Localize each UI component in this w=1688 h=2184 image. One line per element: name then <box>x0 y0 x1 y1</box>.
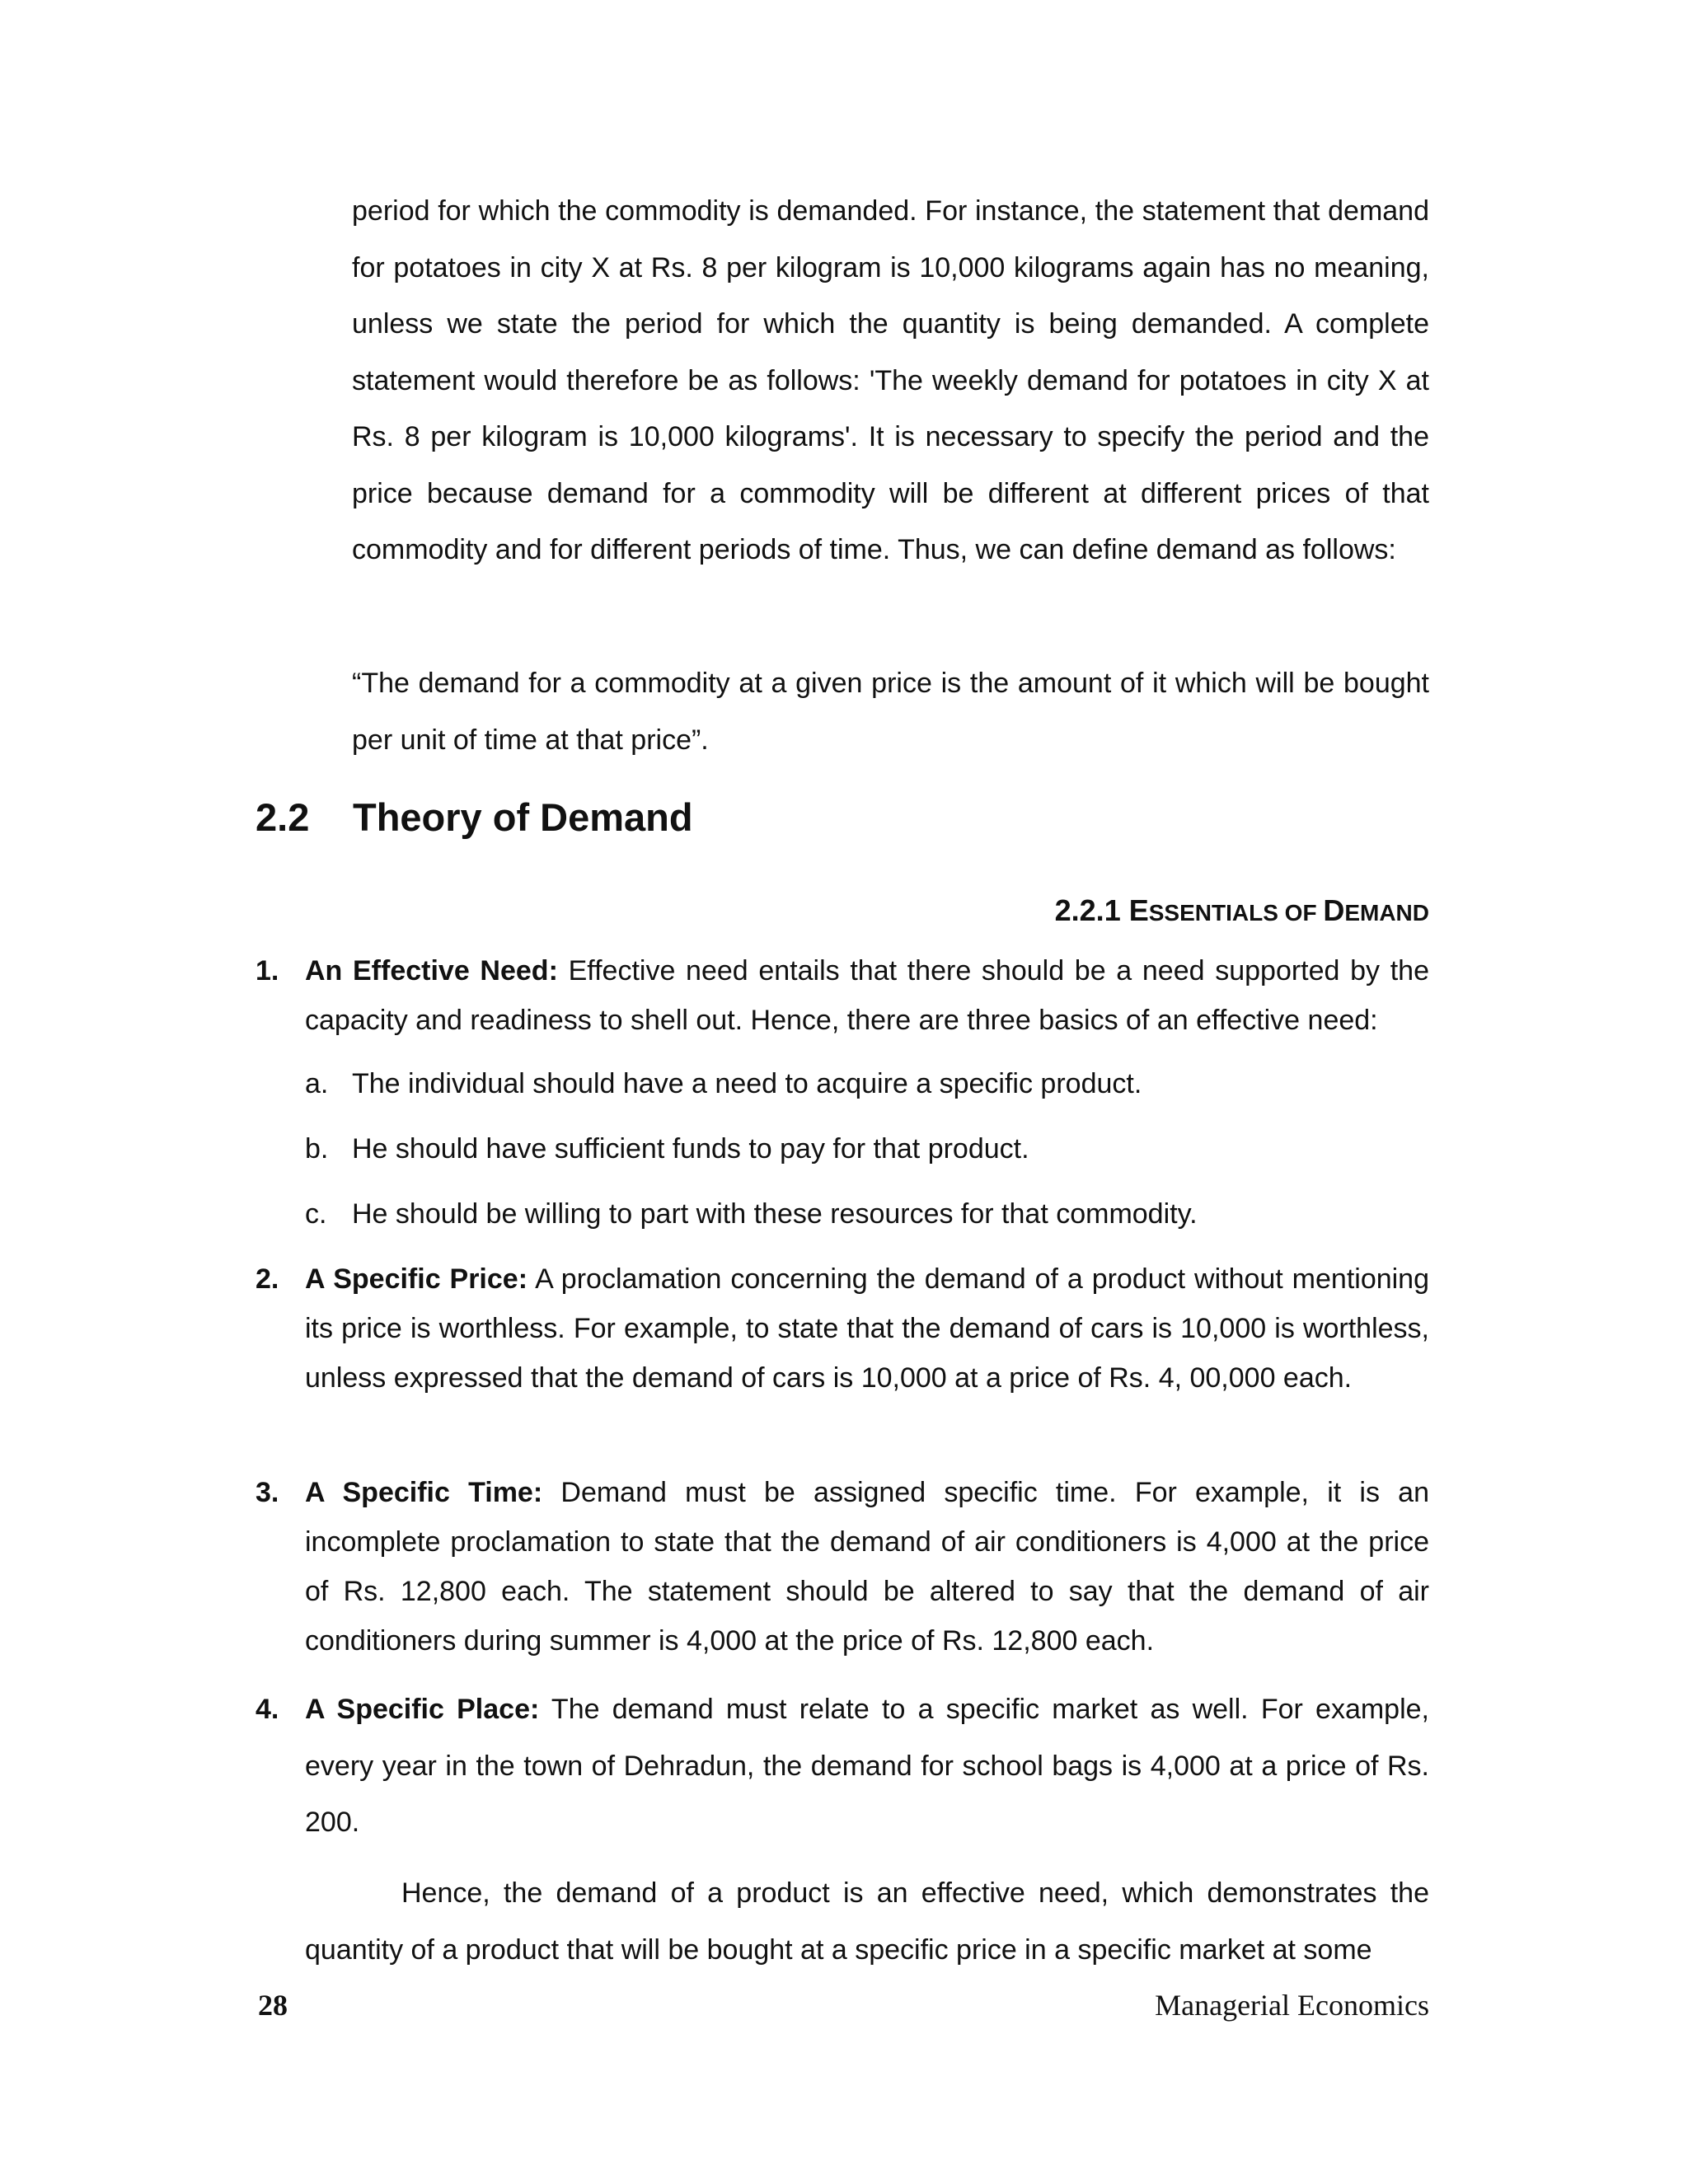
subsection-title-rest-1: SSENTIALS OF <box>1148 900 1324 926</box>
list-marker: 4. <box>256 1694 279 1725</box>
subsection-number: 2.2.1 <box>1054 893 1121 927</box>
definition-quote: “The demand for a commodity at a given price is the amount of it which will be bought per unit of time at that price”. <box>352 668 1429 756</box>
essential-item-specific-place <box>256 1681 1429 1851</box>
sublist-marker: a. <box>305 1068 329 1099</box>
sublist-item-text: He should have sufficient funds to pay for that product. <box>352 1133 1029 1165</box>
effective-need-basic-a <box>305 1059 1429 1108</box>
section-title: Theory of Demand <box>353 795 693 839</box>
conclusion-paragraph: Hence, the demand of a product is an effective need, which demonstrates the quantity of a product that will be bought at a specific price in a specific market at some <box>305 1877 1429 1966</box>
list-item-content <box>305 1681 1429 1851</box>
essential-item-specific-time <box>256 1468 1429 1666</box>
intro-paragraph: period for which the commodity is demanded. For instance, the statement that demand for potatoes in city X at Rs. 8 per kilogram is 10,000 kilograms again has no meaning, unless we state the period for which the quantity is being demanded. A complete statement would therefore be as follows: 'The weekly demand for potatoes in city X at Rs. 8 per kilogram is 10,000 kilograms'. It is necessary to specify the period and the price because demand for a commodity will be different at different prices of that commodity and for different periods of time. Thus, we can define demand as follows: <box>352 195 1429 565</box>
effective-need-basic-b <box>305 1124 1429 1174</box>
sublist-marker: c. <box>305 1198 327 1230</box>
subsection-title-initial-1: E <box>1128 893 1149 927</box>
list-item-text: Demand must be assigned specific time. For example, it is an incomplete proclamation to state that the demand of air conditioners is 4,000 at the price of Rs. 12,800 each. The statement should be altered to say that the demand of air conditioners during summer is 4,000 at the price of Rs. 12,800 each. <box>305 1477 1429 1657</box>
section-number: 2.2 <box>256 795 310 839</box>
page-number: 28 <box>258 1989 288 2022</box>
sublist-item-text: He should be willing to part with these resources for that commodity. <box>352 1198 1198 1230</box>
sublist-item-text: The individual should have a need to acquire a specific product. <box>352 1068 1142 1099</box>
essential-item-effective-need <box>256 946 1429 1045</box>
effective-need-basic-c <box>305 1189 1429 1239</box>
list-item-text: Effective need entails that there should be a need supported by the capacity and readiness to shell out. Hence, there are three basics of an effective need: <box>305 955 1429 1036</box>
list-item-term: A Specific Place: <box>305 1694 540 1725</box>
subsection-title-initial-2: D <box>1323 893 1345 927</box>
list-item-term: A Specific Time: <box>305 1477 543 1508</box>
list-item-content <box>305 1468 1429 1666</box>
list-item-term: A Specific Price: <box>305 1263 528 1295</box>
list-item-term: An Effective Need: <box>305 955 558 987</box>
sublist-marker: b. <box>305 1133 329 1165</box>
book-title: Managerial Economics <box>1155 1989 1429 2022</box>
list-marker: 2. <box>256 1263 279 1295</box>
list-item-text: A proclamation concerning the demand of a product without mentioning its price is worthless. For example, to state that the demand of cars is 10,000 is worthless, unless expressed that the demand of cars is 10,000 at a price of Rs. 4, 00,000 each. <box>305 1263 1430 1394</box>
list-item-content <box>305 946 1429 1045</box>
subsection-title-rest-2: EMAND <box>1344 900 1429 926</box>
list-item-text: The demand must relate to a specific market as well. For example, every year in the town of Dehradun, the demand for school bags is 4,000 at a price of Rs. 200. <box>305 1694 1430 1838</box>
essential-item-specific-price <box>256 1254 1429 1403</box>
list-marker: 1. <box>256 955 279 987</box>
subsection-heading <box>256 890 1429 934</box>
section-heading <box>256 793 1426 842</box>
list-item-content <box>305 1254 1429 1403</box>
list-marker: 3. <box>256 1477 279 1508</box>
